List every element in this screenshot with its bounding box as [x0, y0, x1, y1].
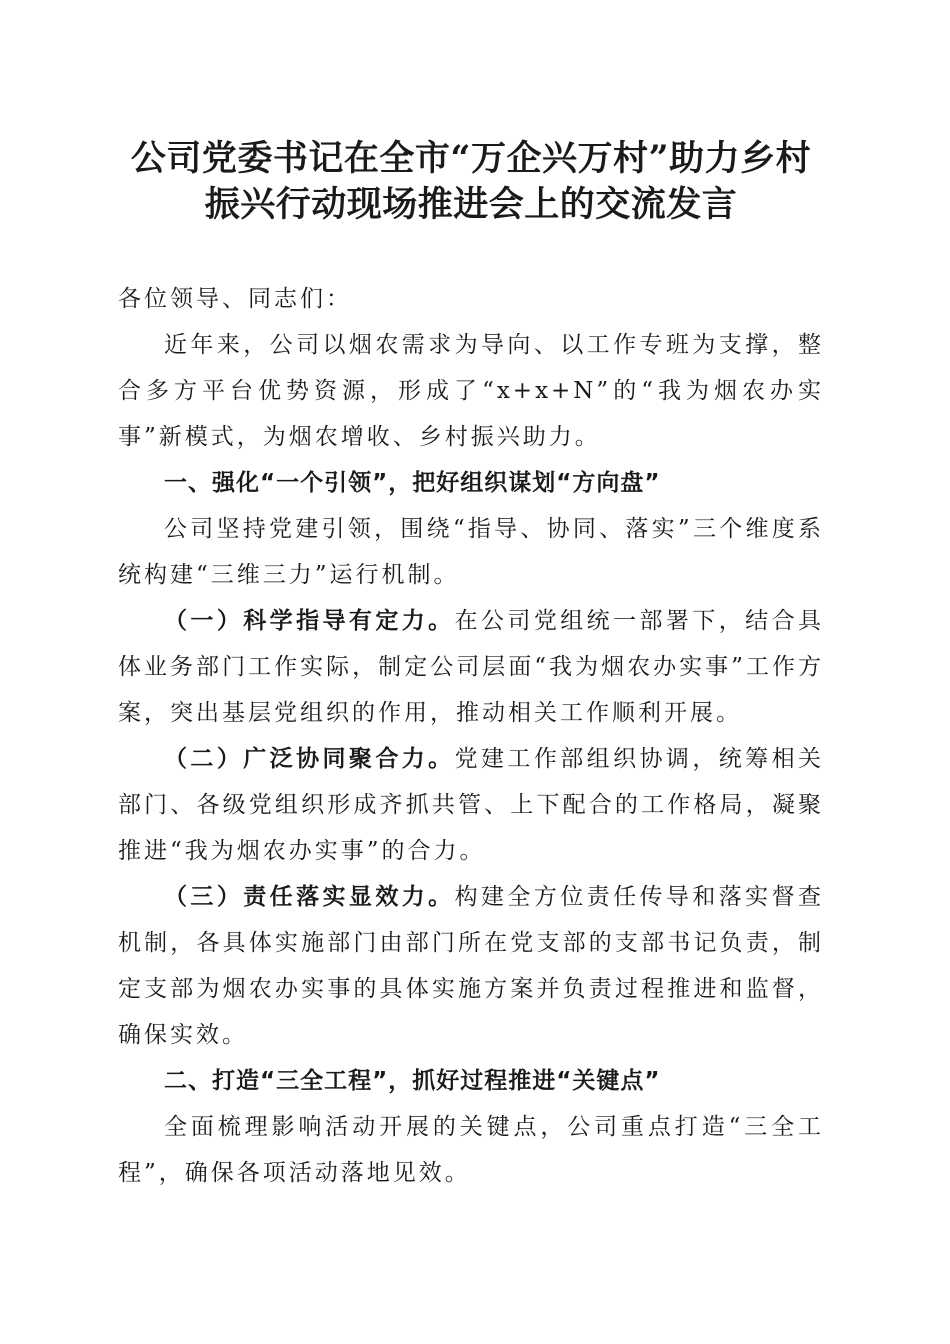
item-2-text: 党建工作部组织协调，统筹相关部门、各级党组织形成齐抓共管、上下配合的工作格局，凝聚推进“我为烟农办实事”的合力。 [118, 746, 825, 864]
title-line-1: 公司党委书记在全市“万企兴万村”助力乡村 [130, 138, 812, 179]
section-2-paragraph: 全面梳理影响活动开展的关键点，公司重点打造“三全工程”，确保各项活动落地见效。 [118, 1114, 824, 1186]
section-1-item-3 [118, 874, 824, 1058]
item-1-lead: （一）科学指导有定力。 [164, 607, 455, 634]
document-body [118, 276, 824, 1196]
section-1-heading: 一、强化“一个引领”，把好组织谋划“方向盘” [164, 470, 661, 496]
section-1-item-2 [118, 736, 824, 874]
item-1-text: 在公司党组统一部署下，结合具体业务部门工作实际，制定公司层面“我为烟农办实事”工作方案，突出基层党组织的作用，推动相关工作顺利开展。 [118, 608, 825, 726]
title-line-2: 振兴行动现场推进会上的交流发言 [204, 184, 738, 225]
salutation: 各位领导、同志们： [118, 286, 352, 312]
document-title [108, 136, 834, 228]
section-1-item-1 [118, 598, 824, 736]
item-3-lead: （三）责任落实显效力。 [164, 883, 455, 910]
intro-paragraph: 近年来，公司以烟农需求为导向、以工作专班为支撑，整合多方平台优势资源，形成了“x+x+N”的“我为烟农办实事”新模式，为烟农增收、乡村振兴助力。 [118, 332, 824, 450]
item-3-text: 构建全方位责任传导和落实督查机制，各具体实施部门由部门所在党支部的支部书记负责，制定支部为烟农办实事的具体实施方案并负责过程推进和监督，确保实效。 [118, 884, 825, 1048]
item-2-lead: （二）广泛协同聚合力。 [164, 745, 455, 772]
section-2-heading: 二、打造“三全工程”，抓好过程推进“关键点” [164, 1068, 661, 1094]
section-1-paragraph: 公司坚持党建引领，围绕“指导、协同、落实”三个维度系统构建“三维三力”运行机制。 [118, 516, 824, 588]
